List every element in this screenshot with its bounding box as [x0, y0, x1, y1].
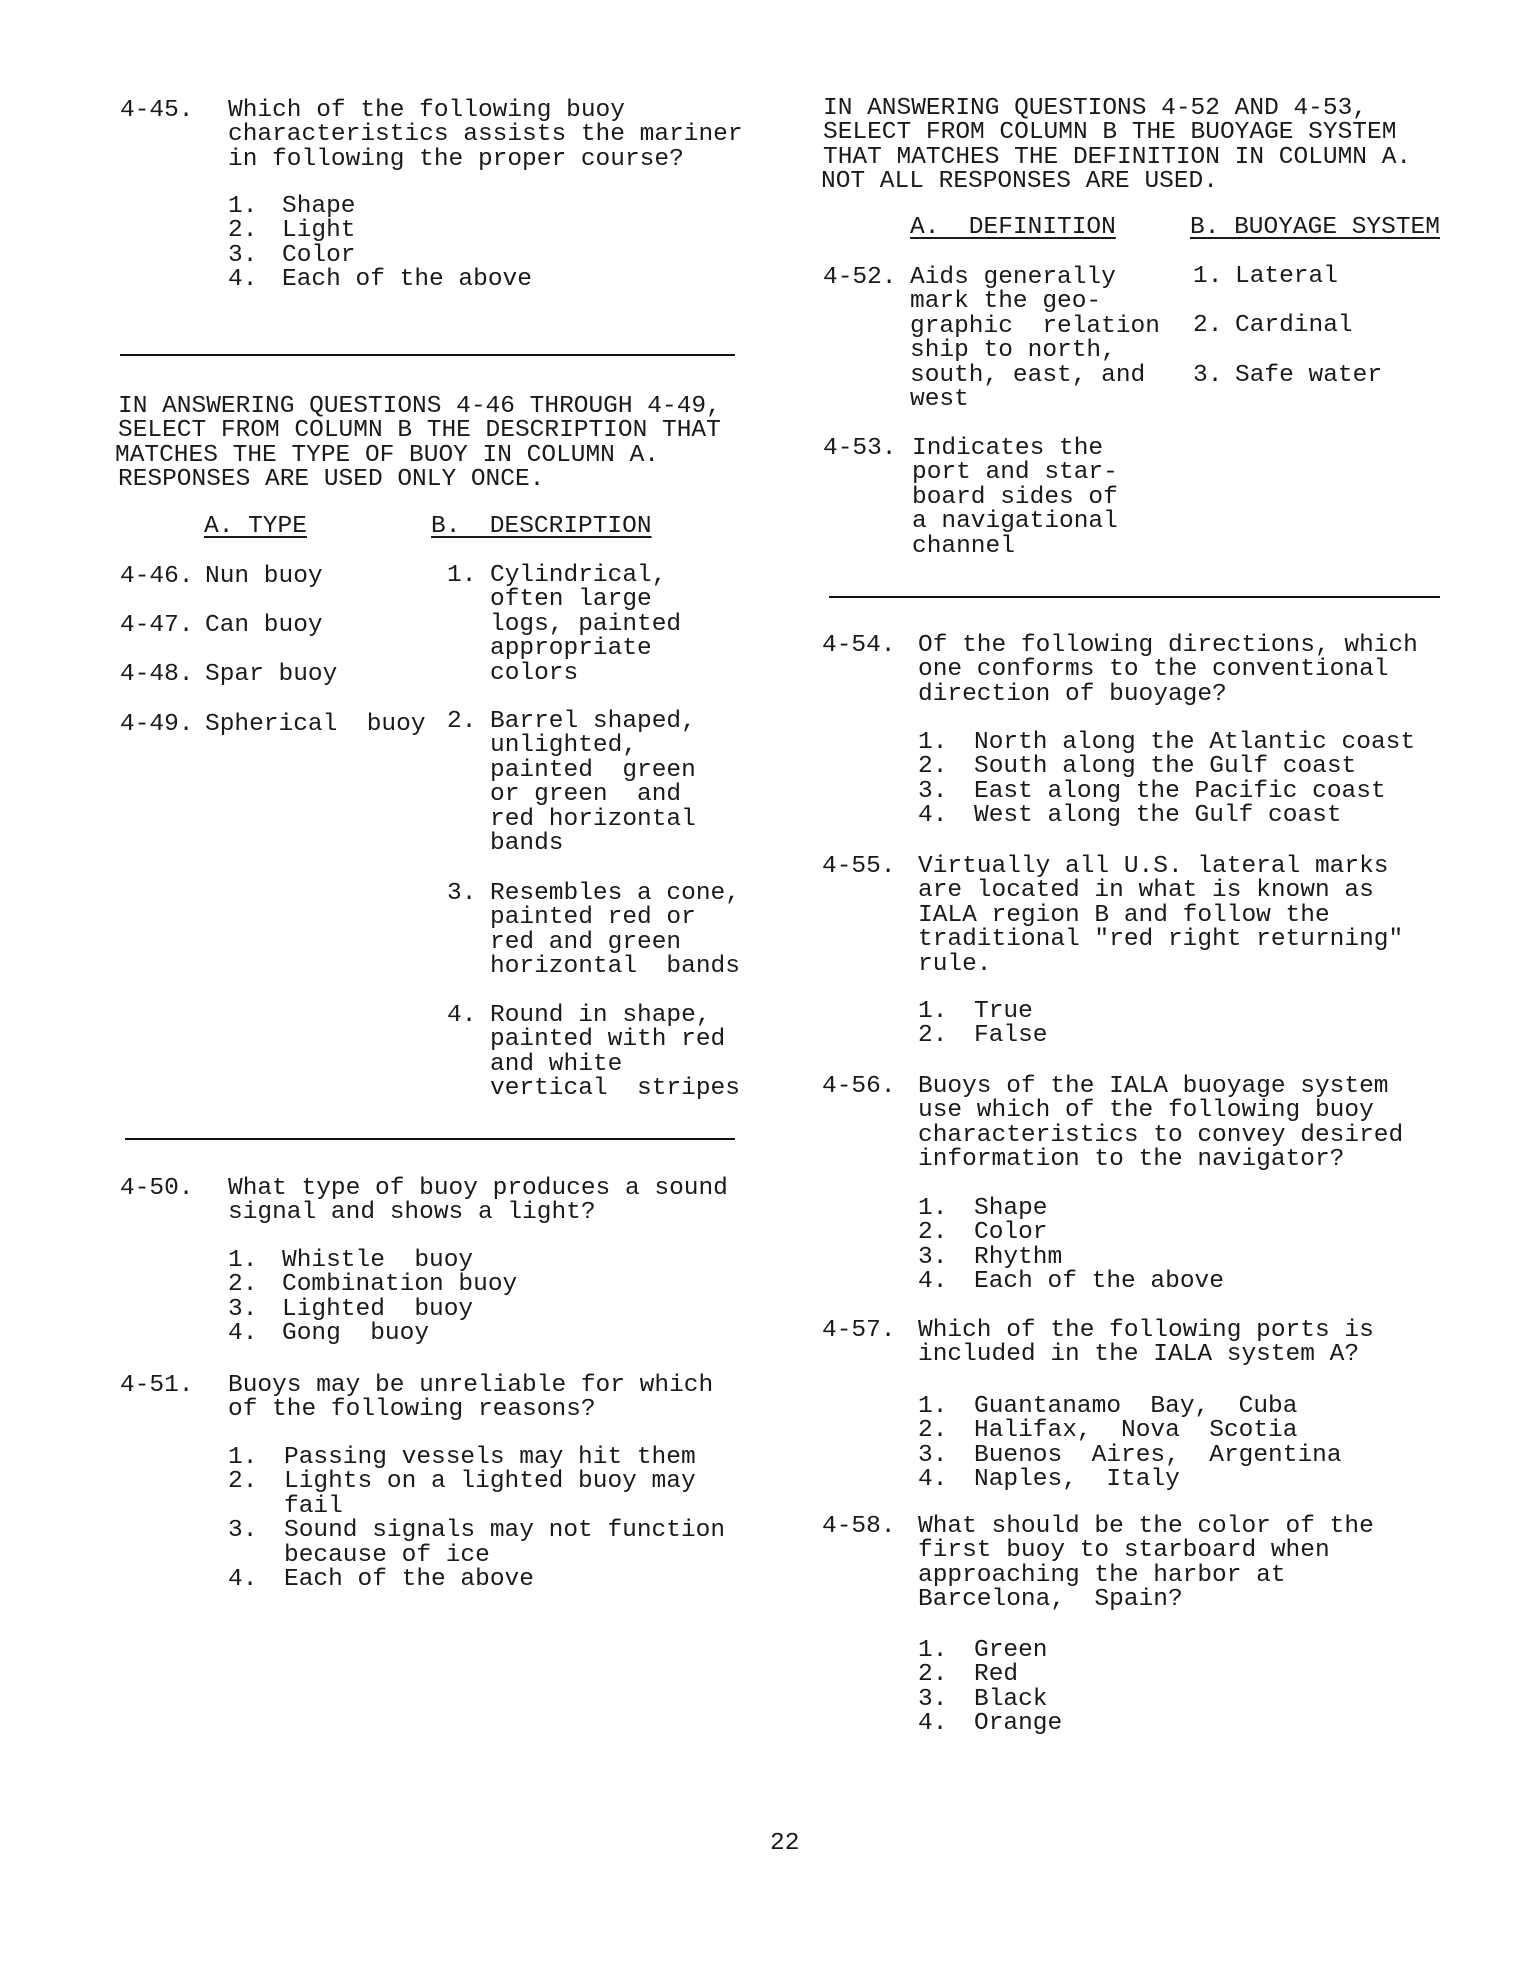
question-number: 4-55. [822, 853, 896, 880]
instructions: IN ANSWERING QUESTIONS 4-52 AND 4-53, SELECT FROM COLUMN B THE BUOYAGE SYSTEM THAT MATCHES THE DEFINITION IN COLUMN A. NOT ALL RESPONSES ARE USED. [821, 95, 1412, 196]
question-number: 4-58. [822, 1513, 896, 1540]
question-text: Buoys may be unreliable for which of the following reasons? [228, 1372, 714, 1424]
instructions: IN ANSWERING QUESTIONS 4-46 THROUGH 4-49, SELECT FROM COLUMN B THE DESCRIPTION THAT MATCHES THE TYPE OF BUOY IN COLUMN A. RESPONSES ARE USED ONLY ONCE. [115, 393, 721, 494]
section-divider [120, 354, 735, 356]
section-divider [125, 1138, 735, 1140]
question-number: 4-57. [822, 1317, 896, 1344]
question-text: Which of the following buoy characteristics assists the mariner in following the proper course? [228, 97, 743, 173]
section-divider [829, 596, 1440, 598]
column-b-header: B. BUOYAGE SYSTEM [1190, 214, 1440, 241]
question-text: Buoys of the IALA buoyage system use which of the following buoy characteristics to convey desired information to the navigator? [918, 1073, 1404, 1174]
column-a-header: A. DEFINITION [910, 214, 1116, 241]
question-text: What type of buoy produces a sound signal and shows a light? [228, 1175, 728, 1227]
question-number: 4-50. [120, 1175, 194, 1202]
column-b-header: B. DESCRIPTION [431, 513, 652, 540]
question-number: 4-45. [120, 97, 194, 124]
page-number: 22 [770, 1830, 800, 1857]
column-a-header: A. TYPE [204, 513, 307, 540]
question-text: Of the following directions, which one conforms to the conventional direction of buoyage? [918, 632, 1418, 708]
question-number: 4-51. [120, 1372, 194, 1399]
question-number: 4-56. [822, 1073, 896, 1100]
question-text: Which of the following ports is included in the IALA system A? [918, 1317, 1374, 1369]
question-text: Virtually all U.S. lateral marks are located in what is known as IALA region B and follow the traditional "red right returning" rule. [918, 853, 1404, 978]
question-text: What should be the color of the first buoy to starboard when approaching the harbor at Barcelona, Spain? [918, 1513, 1374, 1614]
question-number: 4-54. [822, 632, 896, 659]
